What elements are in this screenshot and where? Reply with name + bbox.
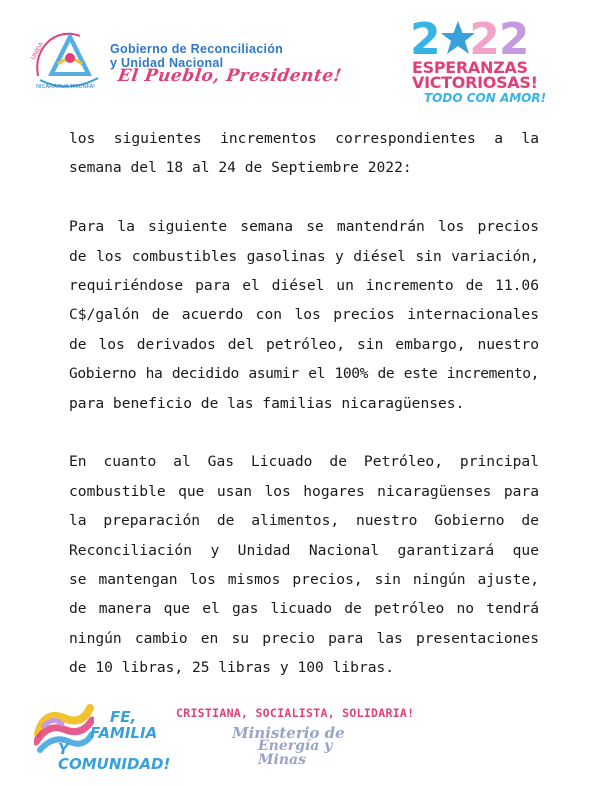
text-line: requiriéndose para el diésel un incremento de 11.06 <box>69 277 539 295</box>
campaign-2022-logo <box>410 14 560 108</box>
text-line: Reconciliación y Unidad Nacional garantizará que <box>69 541 539 559</box>
footer-motto: CRISTIANA, SOCIALISTA, SOLIDARIA! <box>176 706 415 720</box>
paragraph-2 <box>69 212 539 418</box>
government-emblem-icon <box>30 24 110 94</box>
year-digit: 2 <box>498 14 529 65</box>
text-line: de los derivados del petróleo, sin embargo, nuestro <box>69 335 539 353</box>
text-line: los siguientes incrementos correspondientes a la <box>69 130 539 147</box>
text-line: Para la siguiente semana se mantendrán los precios <box>69 218 539 236</box>
footer-logo-line3: Y COMUNIDAD! <box>58 740 171 773</box>
year-digit: 2 <box>469 14 499 65</box>
text-line: En cuanto al Gas Licuado de Petróleo, principal <box>69 453 539 471</box>
text-line: combustible que usan los hogares nicaragüenses para <box>69 482 539 500</box>
campaign-line1: ESPERANZAS <box>412 58 528 77</box>
government-name-line2: y Unidad Nacional <box>110 56 224 70</box>
ministry-line1: Ministerio de <box>232 724 345 742</box>
star-icon <box>440 20 476 56</box>
paragraph-1 <box>69 124 539 183</box>
text-line: Gobierno ha decidido asumir el 100% de este incremento, <box>69 365 539 383</box>
slogan: El Pueblo, Presidente! <box>116 66 343 86</box>
text-line: de los combustibles gasolinas y diésel sin variación, <box>69 247 539 265</box>
ministry-line3: Minas <box>258 752 306 768</box>
text-line: la preparación de alimentos, nuestro Gobierno de <box>69 512 539 530</box>
paragraph-3 <box>69 447 539 682</box>
text-line: ningún cambio en su precio para las presentaciones <box>69 629 539 647</box>
document-body <box>69 124 539 712</box>
text-line: se mantengan los mismos precios, sin ningún ajuste, <box>69 571 539 589</box>
logo-ring-bottom-text: NICARAGUA TRIUNFA! <box>36 84 95 90</box>
text-line: para beneficio de las familias nicaragüenses. <box>69 394 465 412</box>
government-name-line1: Gobierno de Reconciliación <box>110 42 284 56</box>
ministry-line2: Energía y <box>258 738 333 754</box>
text-line: de manera que el gas licuado de petróleo no tendrá <box>69 600 539 618</box>
text-line: semana del 18 al 24 de Septiembre 2022: <box>69 159 412 177</box>
footer-logo-line2: FAMILIA <box>90 724 158 742</box>
logo-ring-top-text: UNIDA <box>30 41 46 61</box>
government-logo <box>30 24 350 94</box>
year-digit: 2 <box>410 14 440 65</box>
fe-familia-comunidad-logo <box>34 700 184 773</box>
campaign-line3: TODO CON AMOR! <box>424 91 547 105</box>
text-line: C$/galón de acuerdo con los precios internacionales <box>69 306 539 324</box>
footer-logo-line1: FE, <box>110 708 137 726</box>
campaign-line2: VICTORIOSAS! <box>412 73 538 92</box>
text-line: de 10 libras, 25 libras y 100 libras. <box>69 659 395 677</box>
